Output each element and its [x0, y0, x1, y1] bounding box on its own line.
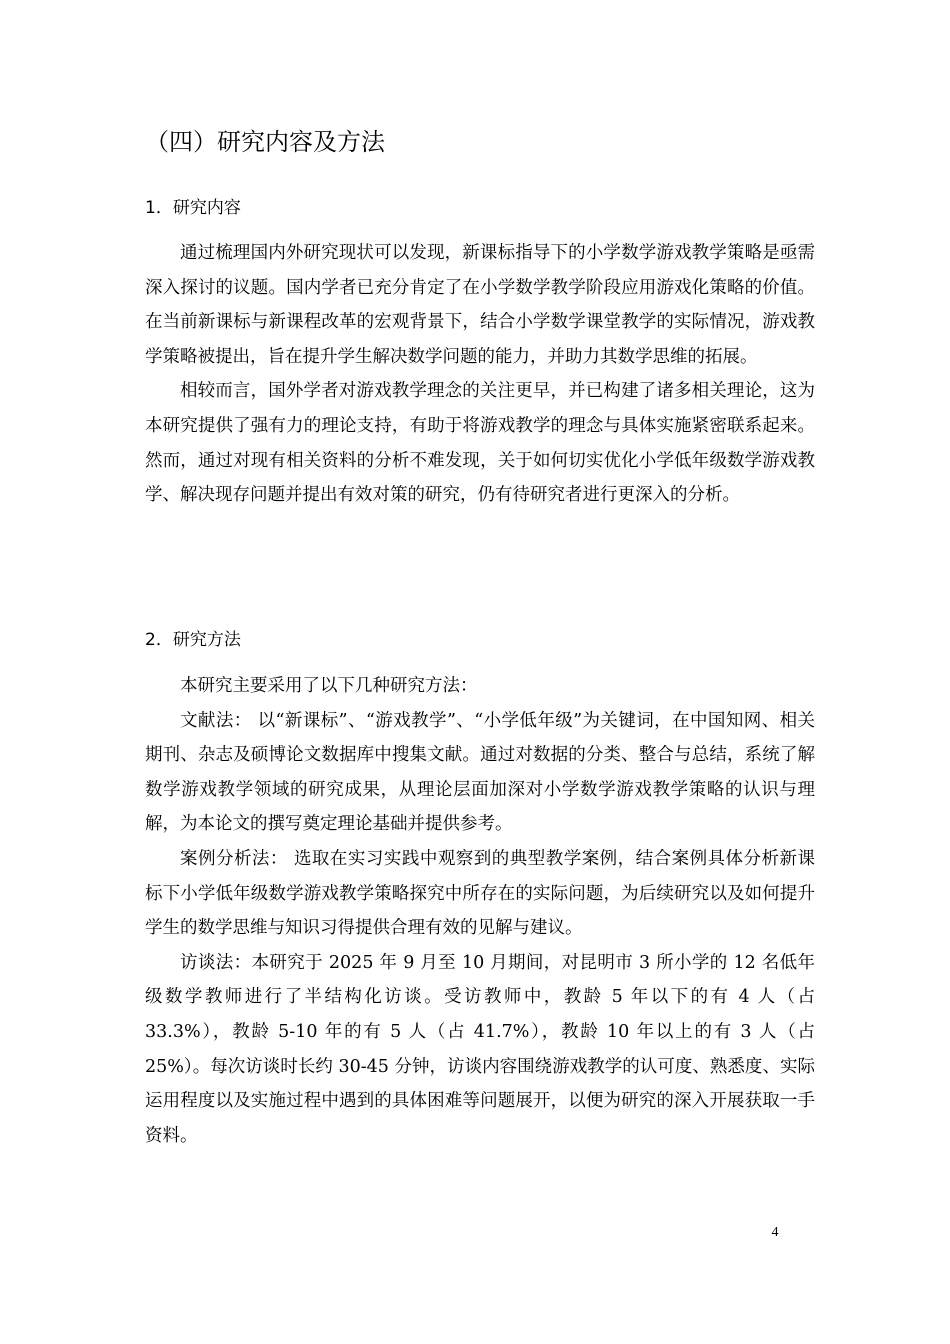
methods-intro-paragraph: 本研究主要采用了以下几种研究方法：	[180, 676, 478, 696]
research-content-heading: 1．研究内容	[145, 198, 241, 218]
section-title: （四）研究内容及方法	[145, 128, 385, 156]
research-content-body	[145, 236, 815, 513]
page-number	[0, 1224, 785, 1242]
content-paragraph-1: 通过梳理国内外研究现状可以发现，新课标指导下的小学数学游戏教学策略是亟需深入探讨的议题。国内学者已充分肯定了在小学数学教学阶段应用游戏化策略的价值。在当前新课标与新课程改革的宏观背景下，结合小学数学课堂教学的实际情况，游戏教学策略被提出，旨在提升学生解决数学问题的能力，并助力其数学思维的拓展。	[145, 243, 815, 367]
literature-method-paragraph: 文献法： 以“新课标”、“游戏教学”、“小学低年级”为关键词，在中国知网、相关期刊、杂志及硕博论文数据库中搜集文献。通过对数据的分类、整合与总结，系统了解数学游戏教学领域的研究成果，从理论层面加深对小学数学游戏教学策略的认识与理解，为本论文的撰写奠定理论基础并提供参考。	[145, 710, 815, 835]
case-analysis-method-paragraph: 案例分析法： 选取在实习实践中观察到的典型教学案例，结合案例具体分析新课标下小学低年级数学游戏教学策略探究中所存在的实际问题，为后续研究以及如何提升学生的数学思维与知识习得提供合理有效的见解与建议。	[145, 848, 815, 939]
page-number-text: 4	[771, 1225, 779, 1240]
research-methods-body	[145, 669, 815, 1153]
content-paragraph-2: 相较而言，国外学者对游戏教学理念的关注更早，并已构建了诸多相关理论，这为本研究提供了强有力的理论支持，有助于将游戏教学的理念与具体实施紧密联系起来。然而，通过对现有相关资料的分析不难发现，关于如何切实优化小学低年级数学游戏教学、解决现存问题并提出有效对策的研究，仍有待研究者进行更深入的分析。	[145, 381, 815, 506]
interview-method-paragraph: 访谈法：本研究于 2025 年 9 月至 10 月期间，对昆明市 3 所小学的 12 名低年级数学教师进行了半结构化访谈。受访教师中，教龄 5 年以下的有 4 人（占 33.3%），教龄 5-10 年的有 5 人（占 41.7%），教龄 10 年以上的有 3 人（占 25%）。每次访谈时长约 30-45 分钟，访谈内容围绕游戏教学的认可度、熟悉度、实际运用程度以及实施过程中遇到的具体困难等问题展开，以便为研究的深入开展获取一手资料。	[145, 952, 815, 1146]
research-methods-heading: 2．研究方法	[145, 630, 241, 650]
